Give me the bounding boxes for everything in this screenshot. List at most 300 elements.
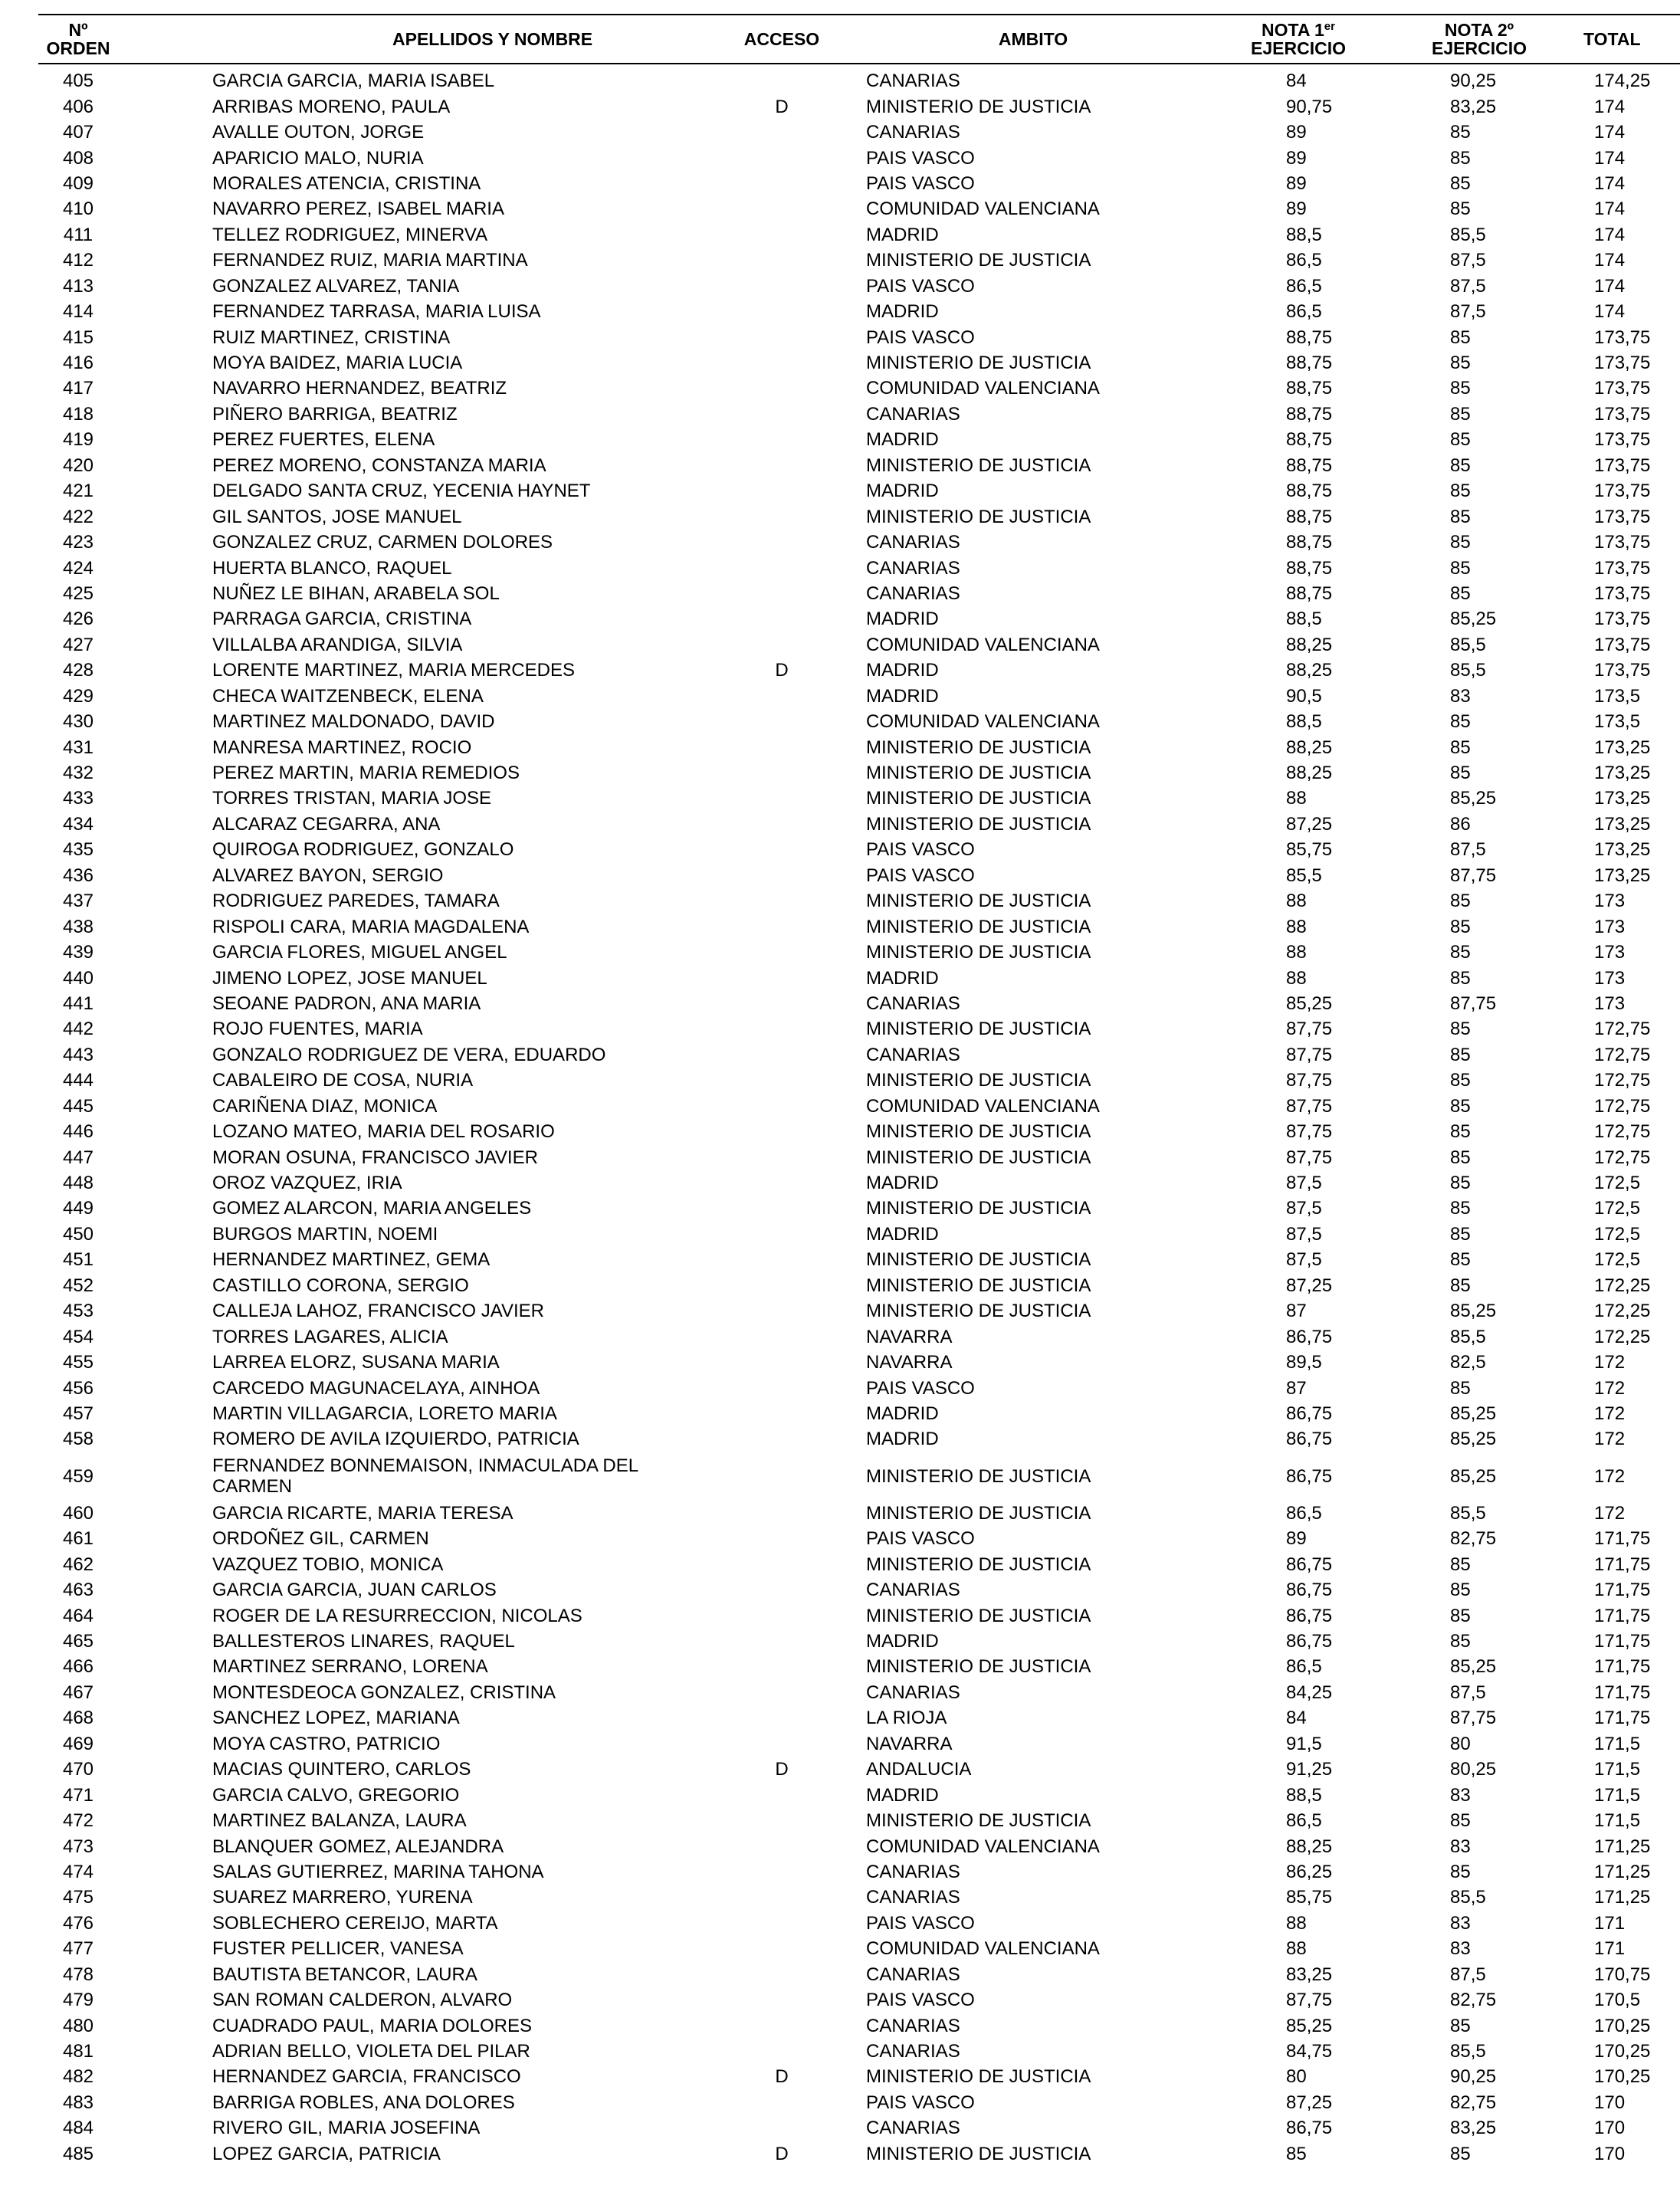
cell-total: 174 xyxy=(1594,96,1626,117)
cell-ambito: MINISTERIO DE JUSTICIA xyxy=(866,250,1091,271)
cell-orden: 476 xyxy=(62,1912,94,1934)
cell-nota1: 88,5 xyxy=(1286,1784,1322,1806)
cell-orden: 446 xyxy=(62,1121,94,1143)
cell-name: LOPEZ GARCIA, PATRICIA xyxy=(212,2143,441,2164)
cell-orden: 473 xyxy=(62,1836,94,1857)
cell-acceso xyxy=(705,1629,858,1654)
cell-nota2: 85 xyxy=(1450,1198,1471,1219)
cell-acceso: D xyxy=(775,2143,789,2164)
cell-total: 171,5 xyxy=(1594,1759,1641,1780)
cell-acceso xyxy=(705,940,858,965)
cell-orden: 412 xyxy=(62,250,94,271)
cell-acceso xyxy=(705,1962,858,1987)
cell-orden: 421 xyxy=(62,481,94,502)
cell-name: ROJO FUENTES, MARIA xyxy=(212,1019,423,1040)
cell-total: 173 xyxy=(1594,916,1626,937)
cell-nota2: 90,25 xyxy=(1450,2066,1497,2088)
cell-nota1: 91,25 xyxy=(1286,1759,1333,1780)
cell-total: 173 xyxy=(1594,891,1626,912)
cell-name: VAZQUEZ TOBIO, MONICA xyxy=(212,1554,444,1575)
table-row xyxy=(38,863,1680,888)
cell-nota1: 88,75 xyxy=(1286,506,1333,527)
cell-acceso xyxy=(705,248,858,273)
cell-orden: 438 xyxy=(62,916,94,937)
table-row xyxy=(38,684,1680,709)
cell-name: MORALES ATENCIA, CRISTINA xyxy=(212,172,481,194)
cell-nota1: 89,5 xyxy=(1286,1352,1322,1373)
cell-total: 172 xyxy=(1594,1377,1626,1399)
cell-total: 173,75 xyxy=(1594,378,1651,399)
cell-nota2: 85 xyxy=(1450,1173,1471,1194)
cell-acceso xyxy=(705,2090,858,2115)
cell-orden: 445 xyxy=(62,1095,94,1117)
cell-nota1: 84,75 xyxy=(1286,2041,1333,2062)
table-row xyxy=(38,402,1680,427)
cell-acceso xyxy=(705,1452,858,1501)
cell-total: 171,75 xyxy=(1594,1554,1651,1575)
table-row xyxy=(38,1042,1680,1068)
cell-total: 172,75 xyxy=(1594,1095,1651,1117)
cell-nota2: 83 xyxy=(1450,1836,1471,1857)
cell-total: 172 xyxy=(1594,1429,1626,1450)
cell-orden: 480 xyxy=(62,2015,94,2036)
table-header xyxy=(38,15,1680,64)
cell-ambito: MINISTERIO DE JUSTICIA xyxy=(866,1070,1091,1091)
cell-name: FERNANDEZ RUIZ, MARIA MARTINA xyxy=(212,250,528,271)
cell-orden: 407 xyxy=(62,122,94,143)
cell-total: 173,75 xyxy=(1594,557,1651,579)
table-row xyxy=(38,120,1680,145)
cell-nota1: 87,75 xyxy=(1286,1990,1333,2011)
cell-total: 173,5 xyxy=(1594,711,1641,733)
table-row xyxy=(38,581,1680,606)
cell-ambito: COMUNIDAD VALENCIANA xyxy=(866,711,1100,733)
cell-name: GOMEZ ALARCON, MARIA ANGELES xyxy=(212,1198,532,1219)
table-row xyxy=(38,504,1680,529)
cell-total: 174 xyxy=(1594,275,1626,297)
cell-total: 172,5 xyxy=(1594,1223,1641,1245)
table-row xyxy=(38,2141,1680,2167)
cell-nota2: 85 xyxy=(1450,1121,1471,1143)
cell-name: MARTINEZ MALDONADO, DAVID xyxy=(212,711,495,733)
cell-nota2: 80 xyxy=(1450,1733,1471,1754)
cell-nota2: 83 xyxy=(1450,1912,1471,1934)
cell-nota1: 88 xyxy=(1286,916,1307,937)
cell-nota2: 85,5 xyxy=(1450,224,1486,245)
cell-nota1: 83,25 xyxy=(1286,1964,1333,1985)
cell-acceso xyxy=(705,1375,858,1400)
cell-acceso xyxy=(705,555,858,580)
cell-nota1: 88,25 xyxy=(1286,634,1333,655)
cell-nota2: 87,5 xyxy=(1450,301,1486,323)
cell-total: 174 xyxy=(1594,122,1626,143)
cell-total: 171,75 xyxy=(1594,1580,1651,1601)
cell-name: CHECA WAITZENBECK, ELENA xyxy=(212,685,484,707)
cell-acceso xyxy=(705,1247,858,1272)
cell-total: 170 xyxy=(1594,2118,1626,2139)
cell-orden: 448 xyxy=(62,1173,94,1194)
table-row xyxy=(38,786,1680,811)
cell-ambito: MINISTERIO DE JUSTICIA xyxy=(866,1810,1091,1832)
cell-nota1: 87 xyxy=(1286,1301,1307,1322)
cell-acceso xyxy=(705,453,858,478)
cell-name: MACIAS QUINTERO, CARLOS xyxy=(212,1759,471,1780)
cell-total: 172,25 xyxy=(1594,1275,1651,1296)
table-row xyxy=(38,1885,1680,1910)
cell-acceso xyxy=(705,1042,858,1068)
cell-nota1: 88,5 xyxy=(1286,711,1322,733)
cell-ambito: MADRID xyxy=(866,685,939,707)
cell-nota1: 88,75 xyxy=(1286,454,1333,476)
cell-total: 173,75 xyxy=(1594,582,1651,604)
cell-nota2: 85 xyxy=(1450,506,1471,527)
cell-ambito: MINISTERIO DE JUSTICIA xyxy=(866,942,1091,963)
cell-acceso xyxy=(705,1273,858,1298)
cell-orden: 451 xyxy=(62,1249,94,1271)
cell-acceso xyxy=(705,1731,858,1757)
cell-nota2: 87,5 xyxy=(1450,1682,1486,1703)
cell-nota1: 88,25 xyxy=(1286,1836,1333,1857)
cell-name: HERNANDEZ GARCIA, FRANCISCO xyxy=(212,2066,521,2088)
cell-ambito: MINISTERIO DE JUSTICIA xyxy=(866,1502,1091,1524)
cell-orden: 433 xyxy=(62,788,94,809)
cell-ambito: MINISTERIO DE JUSTICIA xyxy=(866,1019,1091,1040)
cell-total: 171,5 xyxy=(1594,1733,1641,1754)
cell-nota1: 87,25 xyxy=(1286,1275,1333,1296)
cell-acceso xyxy=(705,1324,858,1349)
cell-total: 172 xyxy=(1594,1352,1626,1373)
cell-total: 173,25 xyxy=(1594,737,1651,758)
table-row xyxy=(38,145,1680,170)
cell-orden: 461 xyxy=(62,1528,94,1550)
cell-name: SEOANE PADRON, ANA MARIA xyxy=(212,993,481,1014)
table-row xyxy=(38,1552,1680,1577)
table-row xyxy=(38,1401,1680,1426)
cell-nota2: 82,5 xyxy=(1450,1352,1486,1373)
cell-ambito: PAIS VASCO xyxy=(866,275,975,297)
cell-ambito: MINISTERIO DE JUSTICIA xyxy=(866,1605,1091,1626)
cell-nota1: 87,75 xyxy=(1286,1121,1333,1143)
cell-ambito: CANARIAS xyxy=(866,2041,960,2062)
cell-acceso xyxy=(705,222,858,248)
cell-name: FUSTER PELLICER, VANESA xyxy=(212,1938,464,1960)
cell-total: 173,75 xyxy=(1594,506,1651,527)
cell-total: 170,5 xyxy=(1594,1990,1641,2011)
cell-total: 174 xyxy=(1594,199,1626,220)
cell-ambito: MINISTERIO DE JUSTICIA xyxy=(866,1656,1091,1678)
cell-nota1: 86,75 xyxy=(1286,1403,1333,1424)
table-row xyxy=(38,2064,1680,2089)
cell-orden: 484 xyxy=(62,2118,94,2139)
table-row xyxy=(38,94,1680,119)
cell-nota2: 85 xyxy=(1450,737,1471,758)
table-row xyxy=(38,1119,1680,1144)
cell-total: 171,25 xyxy=(1594,1861,1651,1882)
cell-nota2: 85 xyxy=(1450,1249,1471,1271)
cell-name: GONZALO RODRIGUEZ DE VERA, EDUARDO xyxy=(212,1044,606,1065)
cell-nota1: 87,5 xyxy=(1286,1223,1322,1245)
cell-name: TELLEZ RODRIGUEZ, MINERVA xyxy=(212,224,488,245)
cell-ambito: MADRID xyxy=(866,224,939,245)
cell-nota1: 88,5 xyxy=(1286,609,1322,630)
cell-total: 172,25 xyxy=(1594,1301,1651,1322)
cell-orden: 454 xyxy=(62,1326,94,1347)
cell-total: 171,5 xyxy=(1594,1784,1641,1806)
table-row xyxy=(38,1526,1680,1551)
cell-acceso xyxy=(705,530,858,555)
cell-total: 170 xyxy=(1594,2092,1626,2113)
cell-total: 173,75 xyxy=(1594,660,1651,681)
cell-nota2: 85 xyxy=(1450,532,1471,553)
cell-acceso xyxy=(705,2039,858,2064)
cell-nota2: 85 xyxy=(1450,711,1471,733)
cell-total: 173 xyxy=(1594,942,1626,963)
cell-acceso xyxy=(705,68,858,94)
cell-orden: 431 xyxy=(62,737,94,758)
cell-name: MOYA BAIDEZ, MARIA LUCIA xyxy=(212,353,463,374)
cell-name: ARRIBAS MORENO, PAULA xyxy=(212,96,451,117)
cell-acceso xyxy=(705,1426,858,1452)
cell-total: 174 xyxy=(1594,250,1626,271)
cell-ambito: COMUNIDAD VALENCIANA xyxy=(866,1836,1100,1857)
cell-nota2: 87,75 xyxy=(1450,993,1497,1014)
cell-orden: 424 xyxy=(62,557,94,579)
table-row xyxy=(38,478,1680,504)
cell-orden: 466 xyxy=(62,1656,94,1678)
cell-ambito: MINISTERIO DE JUSTICIA xyxy=(866,916,1091,937)
cell-name: PEREZ FUERTES, ELENA xyxy=(212,429,435,451)
cell-acceso xyxy=(705,402,858,427)
cell-orden: 405 xyxy=(62,71,94,92)
cell-nota2: 85,5 xyxy=(1450,2041,1486,2062)
cell-nota2: 85,25 xyxy=(1450,1656,1497,1678)
cell-nota1: 89 xyxy=(1286,147,1307,169)
table-row xyxy=(38,1144,1680,1170)
cell-orden: 472 xyxy=(62,1810,94,1832)
cell-ambito: CANARIAS xyxy=(866,1964,960,1985)
cell-orden: 415 xyxy=(62,326,94,348)
cell-total: 172,5 xyxy=(1594,1198,1641,1219)
cell-orden: 437 xyxy=(62,891,94,912)
cell-total: 171 xyxy=(1594,1912,1626,1934)
cell-name: GARCIA GARCIA, MARIA ISABEL xyxy=(212,71,495,92)
cell-nota2: 85 xyxy=(1450,481,1471,502)
cell-ambito: MADRID xyxy=(866,1173,939,1194)
cell-nota1: 87,25 xyxy=(1286,2092,1333,2113)
cell-name: LOZANO MATEO, MARIA DEL ROSARIO xyxy=(212,1121,555,1143)
cell-total: 172,75 xyxy=(1594,1121,1651,1143)
table-row xyxy=(38,299,1680,324)
cell-ambito: MADRID xyxy=(866,967,939,989)
cell-ambito: NAVARRA xyxy=(866,1352,953,1373)
cell-name: AVALLE OUTON, JORGE xyxy=(212,122,425,143)
cell-acceso xyxy=(705,171,858,196)
cell-total: 172,5 xyxy=(1594,1173,1641,1194)
cell-nota1: 91,5 xyxy=(1286,1733,1322,1754)
cell-nota2: 85 xyxy=(1450,1070,1471,1091)
cell-orden: 417 xyxy=(62,378,94,399)
cell-acceso xyxy=(705,1680,858,1705)
cell-ambito: CANARIAS xyxy=(866,2118,960,2139)
cell-orden: 471 xyxy=(62,1784,94,1806)
cell-ambito: CANARIAS xyxy=(866,2015,960,2036)
cell-orden: 467 xyxy=(62,1682,94,1703)
cell-ambito: CANARIAS xyxy=(866,122,960,143)
cell-ambito: MINISTERIO DE JUSTICIA xyxy=(866,353,1091,374)
cell-orden: 423 xyxy=(62,532,94,553)
table-row xyxy=(38,812,1680,837)
cell-nota1: 88,5 xyxy=(1286,224,1322,245)
cell-acceso xyxy=(705,786,858,811)
cell-total: 172,75 xyxy=(1594,1147,1651,1168)
cell-orden: 418 xyxy=(62,403,94,425)
cell-nota2: 85 xyxy=(1450,1147,1471,1168)
cell-ambito: COMUNIDAD VALENCIANA xyxy=(866,1095,1100,1117)
cell-ambito: PAIS VASCO xyxy=(866,865,975,886)
cell-orden: 436 xyxy=(62,865,94,886)
cell-ambito: COMUNIDAD VALENCIANA xyxy=(866,634,1100,655)
table-row xyxy=(38,1247,1680,1272)
cell-ambito: MINISTERIO DE JUSTICIA xyxy=(866,737,1091,758)
table-row xyxy=(38,222,1680,248)
table-row xyxy=(38,453,1680,478)
cell-orden: 449 xyxy=(62,1198,94,1219)
cell-nota2: 82,75 xyxy=(1450,1990,1497,2011)
table-row xyxy=(38,376,1680,401)
cell-acceso xyxy=(705,1705,858,1731)
cell-ambito: MINISTERIO DE JUSTICIA xyxy=(866,788,1091,809)
cell-total: 173,75 xyxy=(1594,634,1651,655)
cell-nota2: 85 xyxy=(1450,1554,1471,1575)
cell-nota2: 85 xyxy=(1450,1044,1471,1065)
cell-name: RUIZ MARTINEZ, CRISTINA xyxy=(212,326,451,348)
cell-ambito: MADRID xyxy=(866,1223,939,1245)
cell-name: PIÑERO BARRIGA, BEATRIZ xyxy=(212,403,458,425)
cell-name: OROZ VAZQUEZ, IRIA xyxy=(212,1173,402,1194)
cell-name: NUÑEZ LE BIHAN, ARABELA SOL xyxy=(212,582,500,604)
cell-name: GONZALEZ ALVAREZ, TANIA xyxy=(212,275,460,297)
cell-acceso xyxy=(705,427,858,452)
cell-nota1: 88 xyxy=(1286,1912,1307,1934)
table-row xyxy=(38,1577,1680,1603)
cell-orden: 465 xyxy=(62,1631,94,1652)
table-row xyxy=(38,1324,1680,1349)
cell-nota1: 85,25 xyxy=(1286,2015,1333,2036)
cell-nota1: 86,75 xyxy=(1286,1465,1333,1487)
table-row xyxy=(38,2115,1680,2141)
cell-nota2: 85 xyxy=(1450,1223,1471,1245)
cell-nota2: 85 xyxy=(1450,582,1471,604)
cell-acceso xyxy=(705,1526,858,1551)
cell-total: 173 xyxy=(1594,993,1626,1014)
cell-name: SAN ROMAN CALDERON, ALVARO xyxy=(212,1990,513,2011)
cell-nota2: 85 xyxy=(1450,1631,1471,1652)
cell-acceso xyxy=(705,1196,858,1221)
cell-name: NAVARRO PEREZ, ISABEL MARIA xyxy=(212,199,504,220)
cell-orden: 479 xyxy=(62,1990,94,2011)
cell-nota2: 80,25 xyxy=(1450,1759,1497,1780)
cell-total: 170 xyxy=(1594,2143,1626,2164)
cell-nota1: 87 xyxy=(1286,1377,1307,1399)
cell-nota1: 86,75 xyxy=(1286,1631,1333,1652)
cell-nota1: 88,75 xyxy=(1286,353,1333,374)
cell-nota2: 85,25 xyxy=(1450,1301,1497,1322)
header-acceso: ACCESO xyxy=(705,15,858,64)
table-row xyxy=(38,888,1680,914)
table-row xyxy=(38,1426,1680,1452)
cell-total: 171,75 xyxy=(1594,1708,1651,1729)
cell-name: CARIÑENA DIAZ, MONICA xyxy=(212,1095,438,1117)
cell-ambito: MINISTERIO DE JUSTICIA xyxy=(866,891,1091,912)
cell-acceso xyxy=(705,1603,858,1628)
cell-acceso xyxy=(705,760,858,786)
cell-nota2: 83 xyxy=(1450,1938,1471,1960)
cell-acceso xyxy=(705,965,858,990)
cell-orden: 435 xyxy=(62,839,94,861)
cell-total: 170,25 xyxy=(1594,2015,1651,2036)
cell-name: SOBLECHERO CEREIJO, MARTA xyxy=(212,1912,498,1934)
cell-name: DELGADO SANTA CRUZ, YECENIA HAYNET xyxy=(212,481,591,502)
cell-total: 174 xyxy=(1594,224,1626,245)
cell-nota2: 87,75 xyxy=(1450,865,1497,886)
cell-orden: 434 xyxy=(62,813,94,835)
cell-acceso xyxy=(705,1144,858,1170)
cell-orden: 416 xyxy=(62,353,94,374)
cell-orden: 429 xyxy=(62,685,94,707)
cell-nota2: 83,25 xyxy=(1450,2118,1497,2139)
cell-ambito: MINISTERIO DE JUSTICIA xyxy=(866,2143,1091,2164)
cell-total: 171,75 xyxy=(1594,1656,1651,1678)
cell-acceso xyxy=(705,1885,858,1910)
cell-name: GONZALEZ CRUZ, CARMEN DOLORES xyxy=(212,532,553,553)
cell-acceso: D xyxy=(775,2066,789,2088)
cell-nota2: 85 xyxy=(1450,378,1471,399)
cell-acceso: D xyxy=(775,660,789,681)
cell-nota2: 85 xyxy=(1450,172,1471,194)
cell-total: 174 xyxy=(1594,172,1626,194)
cell-name: MORAN OSUNA, FRANCISCO JAVIER xyxy=(212,1147,538,1168)
cell-acceso xyxy=(705,1119,858,1144)
cell-nota1: 88,75 xyxy=(1286,532,1333,553)
cell-orden: 458 xyxy=(62,1429,94,1450)
table-row xyxy=(38,1859,1680,1885)
cell-total: 173,75 xyxy=(1594,609,1651,630)
cell-nota1: 89 xyxy=(1286,199,1307,220)
cell-ambito: CANARIAS xyxy=(866,532,960,553)
cell-acceso xyxy=(705,1654,858,1679)
table-row xyxy=(38,1273,1680,1298)
cell-ambito: MINISTERIO DE JUSTICIA xyxy=(866,1465,1091,1487)
cell-ambito: NAVARRA xyxy=(866,1733,953,1754)
table-row xyxy=(38,1603,1680,1628)
cell-nota2: 87,5 xyxy=(1450,839,1486,861)
cell-orden: 443 xyxy=(62,1044,94,1065)
cell-name: BARRIGA ROBLES, ANA DOLORES xyxy=(212,2092,515,2113)
table-row xyxy=(38,991,1680,1016)
cell-orden: 481 xyxy=(62,2041,94,2062)
header-ambito: AMBITO xyxy=(858,15,1208,64)
cell-acceso xyxy=(705,684,858,709)
cell-total: 173,25 xyxy=(1594,763,1651,784)
table-row xyxy=(38,1068,1680,1093)
cell-nota1: 87,25 xyxy=(1286,813,1333,835)
cell-nota2: 85 xyxy=(1450,1019,1471,1040)
cell-ambito: CANARIAS xyxy=(866,1861,960,1882)
cell-acceso xyxy=(705,1170,858,1196)
cell-nota2: 85 xyxy=(1450,2015,1471,2036)
cell-nota2: 85 xyxy=(1450,1095,1471,1117)
cell-total: 171 xyxy=(1594,1938,1626,1960)
